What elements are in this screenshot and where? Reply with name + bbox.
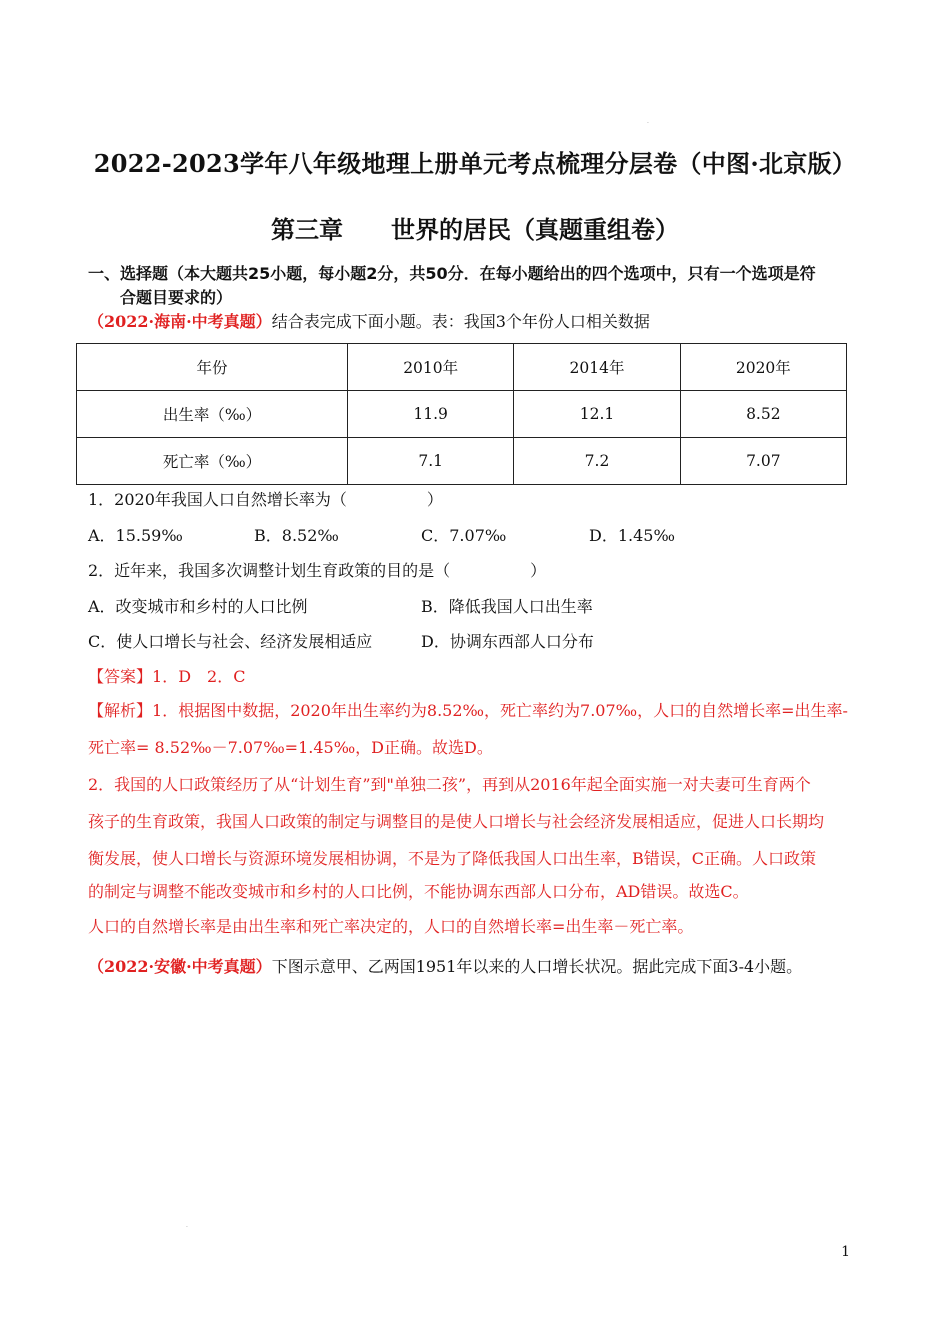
analysis-line: 衡发展，使人口增长与资源环境发展相协调，不是为了降低我国人口出生率，B错误，C正确。人口政策 (88, 849, 817, 868)
analysis-line: 死亡率= 8.52‰－7.07‰=1.45‰，D正确。故选D。 (88, 738, 493, 757)
question-2-stem: 2．近年来，我国多次调整计划生育政策的目的是（ ） (88, 561, 547, 580)
source-tag: （2022·海南·中考真题） (88, 312, 272, 331)
table-cell: 出生率（‰） (77, 391, 348, 438)
table-cell: 12.1 (514, 391, 680, 438)
intro-text: 下图示意甲、乙两国1951年以来的人口增长状况。据此完成下面3-4小题。 (271, 957, 803, 976)
analysis-line: 人口的自然增长率是由出生率和死亡率决定的，人口的自然增长率=出生率－死亡率。 (88, 917, 694, 936)
page-number: 1 (841, 1244, 850, 1260)
answer-text: 1．D 2．C (152, 667, 246, 686)
analysis-label: 【解析】 (88, 701, 153, 720)
q2-option-b: B．降低我国人口出生率 (421, 597, 593, 616)
table-header-row (77, 344, 847, 391)
question-group-intro (88, 311, 650, 333)
question-group-intro-2 (88, 956, 802, 978)
section-line-1: 一、选择题（本大题共25小题，每小题2分，共50分．在每小题给出的四个选项中，只有一个选项是符 (88, 264, 816, 283)
source-tag: （2022·安徽·中考真题） (88, 957, 272, 976)
document-title: 2022-2023学年八年级地理上册单元考点梳理分层卷（中图·北京版） (93, 149, 857, 178)
analysis-line: 的制定与调整不能改变城市和乡村的人口比例，不能协调东西部人口分布，AD错误。故选C。 (88, 882, 749, 901)
table-cell: 7.07 (680, 438, 846, 485)
chapter-number: 第三章 (271, 216, 343, 244)
section-line-2: 合题目要求的） (120, 288, 233, 307)
question-1-stem: 1．2020年我国人口自然增长率为（ ） (88, 490, 443, 509)
table-header-cell: 年份 (77, 344, 348, 391)
table-row (77, 391, 847, 438)
answer-line (88, 666, 245, 688)
q2-option-a: A．改变城市和乡村的人口比例 (88, 597, 308, 616)
intro-text: 结合表完成下面小题。表：我国3个年份人口相关数据 (271, 312, 650, 331)
table-cell: 死亡率（‰） (77, 438, 348, 485)
table-cell: 8.52 (680, 391, 846, 438)
table-header-cell: 2020年 (680, 344, 846, 391)
answer-label: 【答案】 (88, 667, 153, 686)
population-data-table (76, 343, 847, 485)
decorative-dot: . (647, 118, 649, 125)
table-cell: 7.2 (514, 438, 680, 485)
q2-option-d: D．协调东西部人口分布 (421, 632, 594, 651)
table-header-cell: 2014年 (514, 344, 680, 391)
table-cell: 11.9 (348, 391, 514, 438)
section-heading (88, 262, 878, 310)
table-header-cell: 2010年 (348, 344, 514, 391)
analysis-block (88, 692, 868, 947)
q1-option-b: B．8.52‰ (254, 526, 339, 545)
decorative-dot: . (186, 1222, 188, 1229)
analysis-line: 【解析】1．根据图中数据，2020年出生率约为8.52‰，死亡率约为7.07‰，人口的自然增长率=出生率- (88, 701, 848, 720)
analysis-line: 孩子的生育政策，我国人口政策的制定与调整目的是使人口增长与社会经济发展相适应，促进人口长期均 (88, 812, 825, 831)
chapter-heading (0, 210, 950, 245)
table-cell: 7.1 (348, 438, 514, 485)
chapter-title: 世界的居民（真题重组卷） (391, 216, 679, 244)
q1-option-d: D．1.45‰ (589, 526, 675, 545)
q2-option-c: C．使人口增长与社会、经济发展相适应 (88, 632, 373, 651)
table-row (77, 438, 847, 485)
analysis-line: 2．我国的人口政策经历了从“计划生育”到"单独二孩”，再到从2016年起全面实施一对夫妻可生育两个 (88, 775, 811, 794)
q1-option-c: C．7.07‰ (421, 526, 507, 545)
q1-option-a: A．15.59‰ (88, 526, 183, 545)
